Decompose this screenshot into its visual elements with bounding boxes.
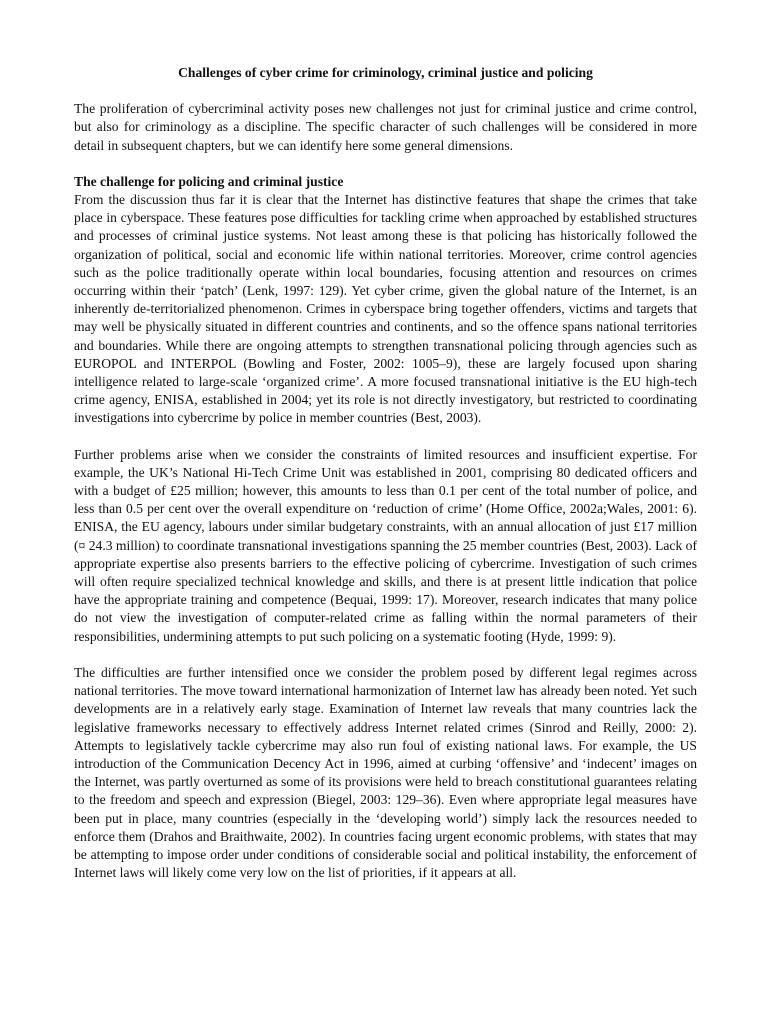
body-paragraph-1: From the discussion thus far it is clear that the Internet has distinctive features that shape the crimes that take place in cyberspace. These features pose difficulties for tackling crime when approached by established structures and processes of criminal justice systems. Not least among these is that policing has historically followed the organization of political, social and economic life within national territories. Moreover, crime control agencies such as the police traditionally operate within local boundaries, focusing attention and resources on crimes occurring within their ‘patch’ (Lenk, 1997: 129). Yet cyber crime, given the global nature of the Internet, is an inherently de-territorialized phenomenon. Crimes in cyberspace bring together offenders, victims and targets that may well be physically situated in different countries and continents, and so the offence spans national territories and boundaries. While there are ongoing attempts to strengthen transnational policing through agencies such as EUROPOL and INTERPOL (Bowling and Foster, 2002: 1005–9), these are largely focused upon sharing intelligence related to large-scale ‘organized crime’. A more focused transnational initiative is the EU high-tech crime agency, ENISA, established in 2004; yet its role is not directly investigatory, but restricted to coordinating investigations into cybercrime by police in member countries (Best, 2003). xyxy=(74,192,697,426)
body-paragraph-3: The difficulties are further intensified once we consider the problem posed by different legal regimes across national territories. The move toward international harmonization of Internet law has already been noted. Yet such developments are in a relatively early stage. Examination of Internet law reveals that many countries lack the legislative frameworks necessary to effectively address Internet related crimes (Sinrod and Reilly, 2000: 2). Attempts to legislatively tackle cybercrime may also run foul of existing national laws. For example, the US introduction of the Communication Decency Act in 1996, aimed at curbing ‘offensive’ and ‘indecent’ images on the Internet, was partly overturned as some of its provisions were held to breach constitutional guarantees relating to the freedom and speech and expression (Biegel, 2003: 129–36). Even where appropriate legal measures have been put in place, many countries (especially in the ‘developing world’) simply lack the resources needed to enforce them (Drahos and Braithwaite, 2002). In countries facing urgent economic problems, with states that may be attempting to impose order under conditions of considerable social and political instability, the enforcement of Internet laws will likely come very low on the list of priorities, if it appears at all. xyxy=(74,664,697,881)
body-paragraph-2: Further problems arise when we consider the constraints of limited resources and insufficient expertise. For example, the UK’s National Hi-Tech Crime Unit was established in 2001, comprising 80 dedicated officers and with a budget of £25 million; however, this amounts to less than 0.1 per cent of the total number of police, and less than 0.5 per cent over the overall expenditure on ‘reduction of crime’ (Home Office, 2002a;Wales, 2001: 6). ENISA, the EU agency, labours under similar budgetary constraints, with an annual allocation of just £17 million (¤ 24.3 million) to coordinate transnational investigations spanning the 25 member countries (Best, 2003). Lack of appropriate expertise also presents barriers to the effective policing of cybercrime. Investigation of such crimes will often require specialized technical knowledge and skills, and there is at present little indication that police have the appropriate training and competence (Bequai, 1999: 17). Moreover, research indicates that many police do not view the investigation of computer-related crime as falling within the normal parameters of their responsibilities, undermining attempts to put such policing on a systematic footing (Hyde, 1999: 9). xyxy=(74,446,697,644)
document-title: Challenges of cyber crime for criminology, criminal justice and policing xyxy=(178,65,593,80)
section-heading: The challenge for policing and criminal justice xyxy=(74,173,344,189)
intro-paragraph: The proliferation of cybercriminal activity poses new challenges not just for criminal justice and crime control, but also for criminology as a discipline. The specific character of such challenges will be considered in more detail in subsequent chapters, but we can identify here some general dimensions. xyxy=(74,101,697,153)
document-page xyxy=(74,64,697,900)
